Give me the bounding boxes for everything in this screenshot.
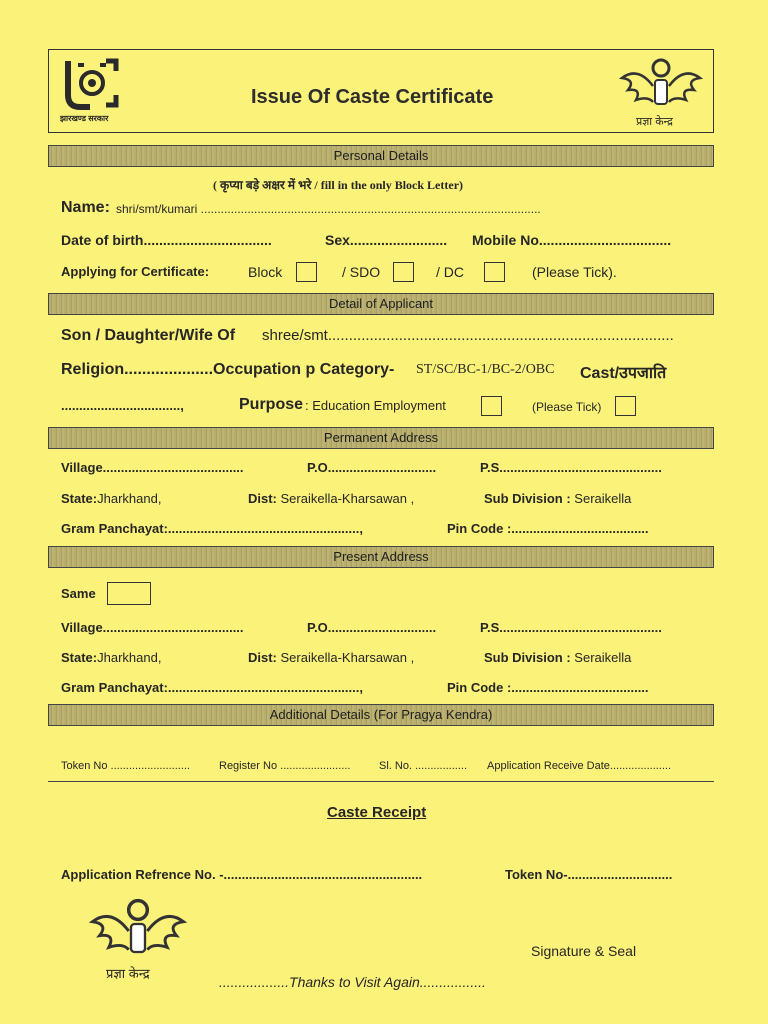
receive-date-field[interactable]: Application Receive Date.................... xyxy=(487,760,672,772)
wings-icon xyxy=(86,896,190,966)
perm-ps-field[interactable]: P.S............................................. xyxy=(480,460,662,475)
employment-checkbox[interactable] xyxy=(481,396,502,416)
receipt-heading: Caste Receipt xyxy=(327,804,427,821)
option-block-label: Block xyxy=(248,264,283,280)
pragya-kendra-logo-bottom xyxy=(86,896,190,966)
state-value: Jharkhand, xyxy=(97,491,162,506)
dist-value: Seraikella-Kharsawan , xyxy=(280,650,415,665)
religion-occupation-label[interactable]: Religion....................Occupation p Category- xyxy=(61,361,395,378)
fill-instruction: ( कृप्या बड़े अक्षर में भरे / fill in the only Block Letter) xyxy=(213,178,464,192)
pres-po-field[interactable]: P.O.............................. xyxy=(307,620,437,635)
pres-village-field[interactable]: Village....................................... xyxy=(61,620,244,635)
register-no-field[interactable]: Register No ....................... xyxy=(219,760,351,772)
pres-gram-panchayat-field[interactable]: Gram Panchayat:....................................................., xyxy=(61,680,363,695)
state-label: State: xyxy=(61,491,98,506)
kendra-label-bottom: प्रज्ञा केन्द्र xyxy=(106,966,150,981)
perm-dist xyxy=(248,491,414,506)
dc-checkbox[interactable] xyxy=(484,262,505,282)
pres-subdivision xyxy=(484,650,631,665)
token-no-field[interactable]: Token No .......................... xyxy=(61,760,190,772)
option-sdo-label: / SDO xyxy=(342,264,381,280)
subdiv-label: Sub Division : xyxy=(484,650,571,665)
perm-subdivision xyxy=(484,491,631,506)
category-options[interactable]: ST/SC/BC-1/BC-2/OBC xyxy=(416,362,555,377)
section-divider xyxy=(48,781,714,782)
pres-pin-field[interactable]: Pin Code :...................................... xyxy=(447,680,649,695)
state-value: Jharkhand, xyxy=(97,650,162,665)
perm-po-field[interactable]: P.O.............................. xyxy=(307,460,437,475)
band-personal-details: Personal Details xyxy=(48,145,714,167)
pres-state xyxy=(61,650,161,665)
mobile-field[interactable]: Mobile No.................................. xyxy=(472,232,672,248)
kendra-label-top: प्रज्ञा केन्द्र xyxy=(636,116,673,128)
purpose-label: Purpose xyxy=(239,396,304,413)
perm-state xyxy=(61,491,161,506)
band-additional-details: Additional Details (For Pragya Kendra) xyxy=(48,704,714,726)
applying-label: Applying for Certificate: xyxy=(61,264,210,279)
dob-field[interactable]: Date of birth................................. xyxy=(61,232,272,248)
govt-label: झारखण्ड सरकार xyxy=(60,114,109,123)
emblem-icon xyxy=(60,55,126,117)
wings-icon xyxy=(618,56,704,116)
band-permanent-address: Permanent Address xyxy=(48,427,714,449)
option-dc-label: / DC xyxy=(436,264,464,280)
perm-pin-field[interactable]: Pin Code :...................................... xyxy=(447,521,649,536)
jharkhand-govt-logo xyxy=(60,55,126,117)
purpose-dots[interactable]: ................................., xyxy=(61,398,184,413)
band-detail-of-applicant: Detail of Applicant xyxy=(48,293,714,315)
page-title: Issue Of Caste Certificate xyxy=(251,86,494,108)
subdiv-value: Seraikella xyxy=(574,491,632,506)
please-tick-label: (Please Tick). xyxy=(532,264,617,280)
thanks-message: ..................Thanks to Visit Again................. xyxy=(219,974,486,990)
education-checkbox[interactable] xyxy=(615,396,636,416)
receipt-token-field[interactable]: Token No-............................. xyxy=(505,867,673,882)
relation-label: Son / Daughter/Wife Of xyxy=(61,327,236,344)
application-ref-field[interactable]: Application Refrence No. -....................................................... xyxy=(61,867,423,882)
name-field[interactable]: shri/smt/kumari ...................................................................................................... xyxy=(116,202,541,216)
state-label: State: xyxy=(61,650,98,665)
name-label: Name: xyxy=(61,199,110,216)
pres-ps-field[interactable]: P.S............................................. xyxy=(480,620,662,635)
pres-dist xyxy=(248,650,414,665)
same-label: Same xyxy=(61,586,96,601)
pragya-kendra-logo xyxy=(618,56,704,116)
perm-gram-panchayat-field[interactable]: Gram Panchayat:....................................................., xyxy=(61,521,363,536)
block-checkbox[interactable] xyxy=(296,262,317,282)
dist-value: Seraikella-Kharsawan , xyxy=(280,491,415,506)
purpose-options: : Education Employment xyxy=(305,398,446,413)
subdiv-label: Sub Division : xyxy=(484,491,571,506)
perm-village-field[interactable]: Village....................................... xyxy=(61,460,244,475)
cast-label[interactable]: Cast/उपजाति xyxy=(580,365,667,382)
band-present-address: Present Address xyxy=(48,546,714,568)
subdiv-value: Seraikella xyxy=(574,650,632,665)
dist-label: Dist: xyxy=(248,650,277,665)
sdo-checkbox[interactable] xyxy=(393,262,414,282)
purpose-please-tick: (Please Tick) xyxy=(532,400,602,414)
signature-seal-label: Signature & Seal xyxy=(531,943,637,959)
dist-label: Dist: xyxy=(248,491,277,506)
sl-no-field[interactable]: Sl. No. ................. xyxy=(379,760,468,772)
same-checkbox[interactable] xyxy=(107,582,151,605)
sex-field[interactable]: Sex......................... xyxy=(325,232,448,248)
relation-field[interactable]: shree/smt................................................................................... xyxy=(262,327,674,344)
